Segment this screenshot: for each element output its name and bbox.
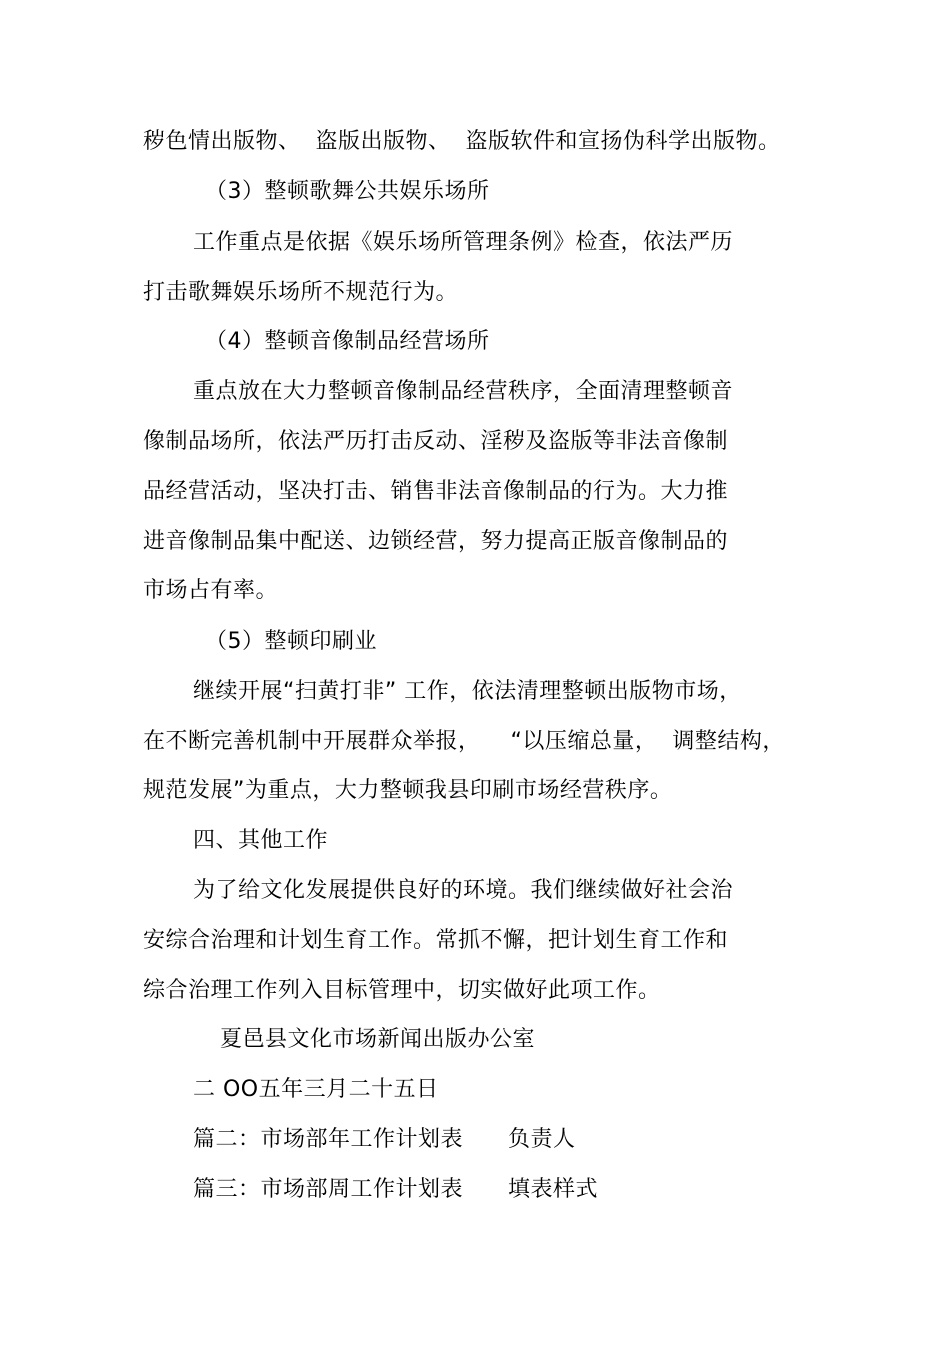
paragraph-continuation: 秽色情出版物、 盗版出版物、 盗版软件和宣扬伪科学出版物。: [143, 129, 781, 154]
paragraph-line: 为了给文化发展提供良好的环境。我们继续做好社会治: [193, 878, 734, 903]
paragraph-line: 打击歌舞娱乐场所不规范行为。: [143, 280, 459, 305]
appendix-item: 篇二：市场部年工作计划表 负责人: [193, 1127, 576, 1152]
paragraph-line: 品经营活动，坚决打击、销售非法音像制品的行为。大力推: [143, 479, 729, 504]
section-heading-4: （4）整顿音像制品经营场所: [205, 329, 490, 354]
section-heading-other: 四、其他工作: [193, 828, 329, 853]
paragraph-line: 市场占有率。: [143, 578, 279, 603]
paragraph-line: 像制品场所，依法严历打击反动、淫秽及盗版等非法音像制: [143, 429, 729, 454]
paragraph-line: 继续开展“扫黄打非” 工作，依法清理整顿出版物市场，: [193, 679, 742, 704]
paragraph-line: 在不断完善机制中开展群众举报， “以压缩总量， 调整结构，: [143, 729, 785, 754]
section-heading-3: （3）整顿歌舞公共娱乐场所: [205, 179, 490, 204]
paragraph-line: 综合治理工作列入目标管理中，切实做好此项工作。: [143, 978, 661, 1003]
section-heading-5: （5）整顿印刷业: [205, 629, 377, 654]
signature-date: 二 OO五年三月二十五日: [193, 1077, 439, 1102]
paragraph-line: 进音像制品集中配送、边锁经营，努力提高正版音像制品的: [143, 529, 729, 554]
paragraph-line: 重点放在大力整顿音像制品经营秩序，全面清理整顿音: [193, 379, 734, 404]
signature-organization: 夏邑县文化市场新闻出版办公室: [220, 1027, 536, 1052]
paragraph-line: 工作重点是依据《娱乐场所管理条例》检查，依法严历: [193, 230, 734, 255]
appendix-item: 篇三：市场部周工作计划表 填表样式: [193, 1177, 598, 1202]
paragraph-line: 规范发展”为重点，大力整顿我县印刷市场经营秩序。: [143, 778, 673, 803]
paragraph-line: 安综合治理和计划生育工作。常抓不懈，把计划生育工作和: [143, 928, 729, 953]
